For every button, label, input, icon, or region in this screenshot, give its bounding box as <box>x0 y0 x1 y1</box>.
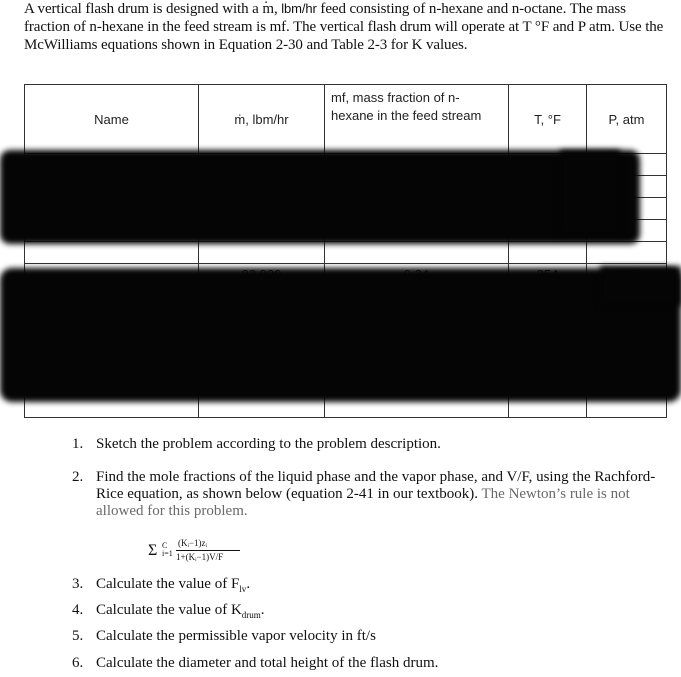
intro-text-2: , <box>273 1 282 17</box>
problem-statement <box>24 0 664 54</box>
sigma-symbol: Σ <box>148 542 158 559</box>
sum-upper-limit: C <box>162 541 168 550</box>
redaction-lower <box>0 268 681 402</box>
redaction-lower-right <box>600 266 681 306</box>
intro-text-3: feed consisting of n-hexane and n-octane. The mass fraction of n-hexane in the feed stream is mf. The vertical flash drum will operate at T °F and P atm. Use the McWilliams equations shown in Equation 2-30 and Table 2-3 for K values. <box>24 1 664 53</box>
header-name: Name <box>25 85 199 154</box>
mdot-unit: lbm/hr <box>281 1 317 16</box>
mdot-symbol: . m <box>262 0 274 18</box>
redaction-upper <box>0 150 640 244</box>
formula-denominator: 1+(Kᵢ−1)V/F <box>176 552 224 562</box>
sum-lower-limit: i=1 <box>162 549 173 558</box>
table-header-row <box>25 85 667 154</box>
formula-numerator: (Kᵢ−1)zᵢ <box>178 538 208 548</box>
header-mdot: ṁ, lbm/hr <box>199 85 325 154</box>
redaction-upper-right <box>560 150 620 236</box>
header-mass-fraction: mf, mass fraction of n-hexane in the feed stream <box>325 85 509 154</box>
fraction-bar <box>176 550 240 551</box>
intro-text-1: A vertical flash drum is designed with a <box>24 1 263 17</box>
header-pressure: P, atm <box>587 85 667 154</box>
question-2-note: The Newton’s rule is not allowed for this problem. <box>96 486 630 519</box>
table-row <box>25 242 667 264</box>
header-temperature: T, °F <box>509 85 587 154</box>
